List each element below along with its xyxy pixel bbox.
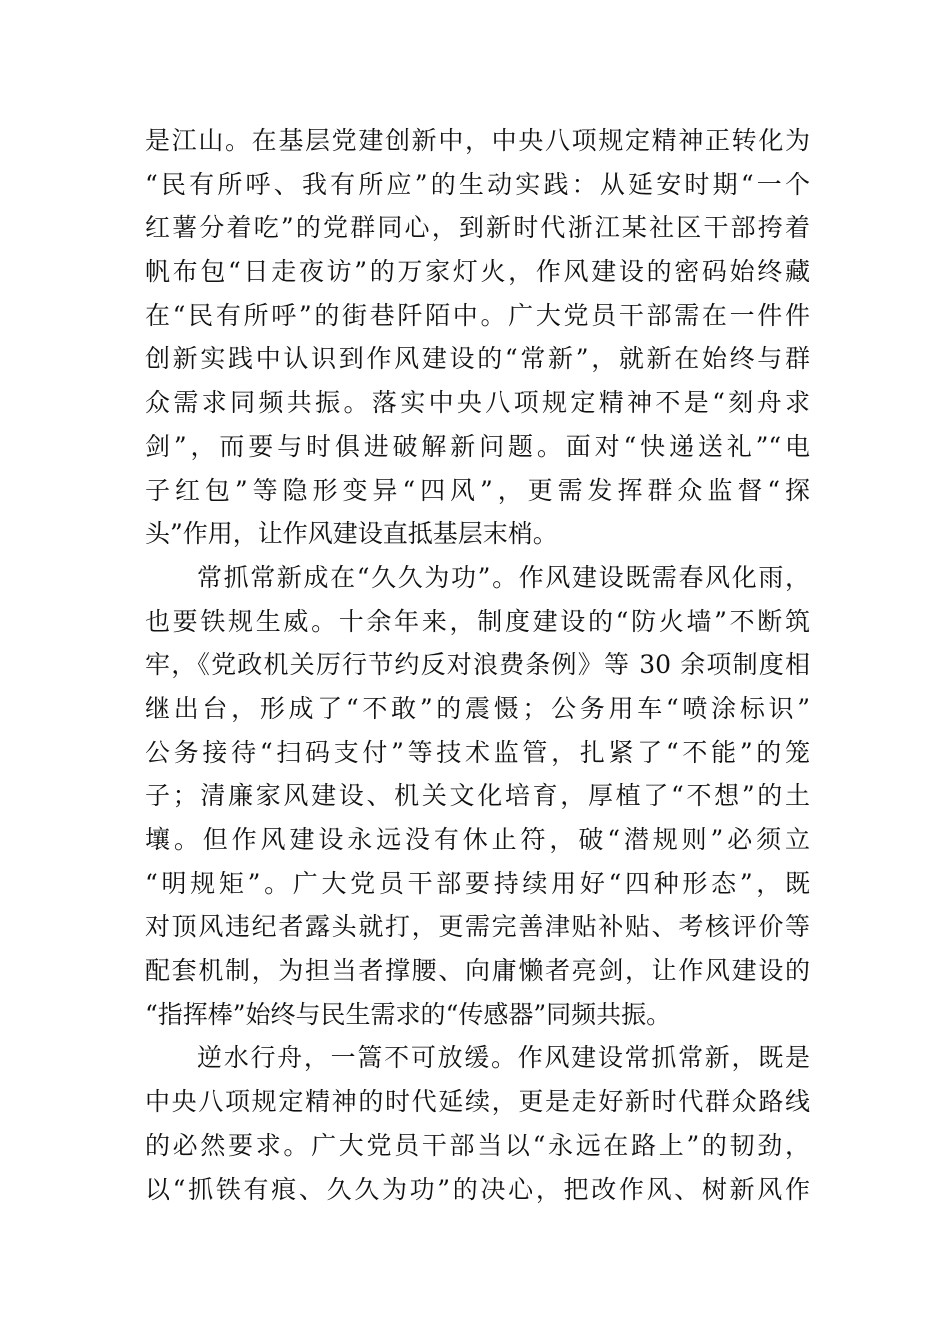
text-line: 的必然要求。广大党员干部当以“永远在路上”的韧劲， xyxy=(145,1130,810,1160)
text-line: 公务接待“扫码支付”等技术监管，扎紧了“不能”的笼 xyxy=(145,737,810,767)
text-line: 子；清廉家风建设、机关文化培育，厚植了“不想”的土 xyxy=(145,781,810,811)
text-line: 牢，《党政机关厉行节约反对浪费条例》等 30 余项制度相 xyxy=(145,650,810,680)
text-line: 常抓常新成在“久久为功”。作风建设既需春风化雨， xyxy=(197,562,810,592)
text-line: 逆水行舟，一篙不可放缓。作风建设常抓常新，既是 xyxy=(197,1043,810,1073)
text-line: 红薯分着吃”的党群同心，到新时代浙江某社区干部挎着 xyxy=(145,213,810,243)
document-body xyxy=(145,119,810,1211)
text-line: “民有所呼、我有所应”的生动实践：从延安时期“一个 xyxy=(145,169,810,199)
text-line: 在“民有所呼”的街巷阡陌中。广大党员干部需在一件件 xyxy=(145,300,810,330)
text-line: 创新实践中认识到作风建设的“常新”，就新在始终与群 xyxy=(145,344,810,374)
text-line: 以“抓铁有痕、久久为功”的决心，把改作风、树新风作 xyxy=(145,1174,810,1204)
text-line: 也要铁规生威。十余年来，制度建设的“防火墙”不断筑 xyxy=(145,606,810,636)
text-line: 中央八项规定精神的时代延续，更是走好新时代群众路线 xyxy=(145,1087,810,1117)
text-line: 众需求同频共振。落实中央八项规定精神不是“刻舟求 xyxy=(145,388,810,418)
text-line: 继出台，形成了“不敢”的震慑；公务用车“喷涂标识” xyxy=(145,693,810,723)
text-line: 对顶风违纪者露头就打，更需完善津贴补贴、考核评价等 xyxy=(145,912,810,942)
text-line: 配套机制，为担当者撑腰、向庸懒者亮剑，让作风建设的 xyxy=(145,956,810,986)
text-line: 头”作用，让作风建设直抵基层末梢。 xyxy=(145,519,558,549)
text-line: 帆布包“日走夜访”的万家灯火，作风建设的密码始终藏 xyxy=(145,257,810,287)
text-line: 壤。但作风建设永远没有休止符，破“潜规则”必须立 xyxy=(145,825,810,854)
text-line: “明规矩”。广大党员干部要持续用好“四种形态”，既 xyxy=(145,868,810,898)
text-line: “指挥棒”始终与民生需求的“传感器”同频共振。 xyxy=(145,999,672,1029)
text-line: 子红包”等隐形变异“四风”，更需发挥群众监督“探 xyxy=(145,475,810,505)
text-line: 是江山。在基层党建创新中，中央八项规定精神正转化为 xyxy=(145,126,810,155)
text-line: 剑”，而要与时俱进破解新问题。面对“快递送礼”“电 xyxy=(145,431,810,461)
